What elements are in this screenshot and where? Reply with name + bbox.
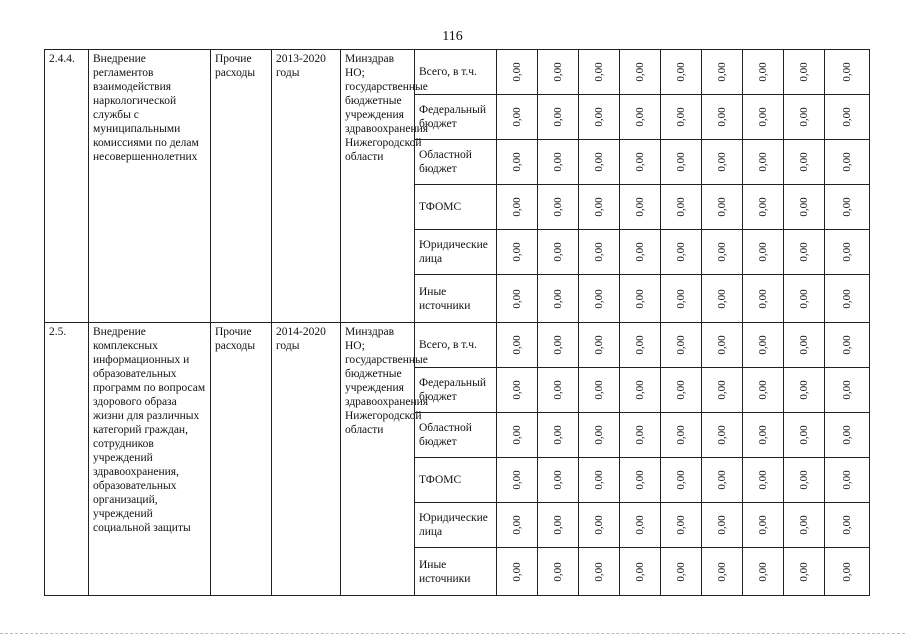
amount-value: 0,00 [511,197,523,217]
amount-value: 0,00 [552,561,564,582]
amount-cell [579,503,620,548]
amount-cell [538,95,579,140]
amount-value: 0,00 [675,62,687,82]
amount-cell [661,458,702,503]
measure-code: 2.4.4. [45,50,89,323]
amount-cell [620,413,661,458]
funding-source: ТФОМС [415,185,497,230]
amount-cell [579,458,620,503]
amount-value: 0,00 [841,107,853,127]
amount-cell [620,95,661,140]
amount-cell [661,50,702,95]
amount-value: 0,00 [798,470,810,490]
amount-value: 0,00 [798,288,810,309]
amount-value: 0,00 [552,380,564,400]
amount-cell [497,503,538,548]
amount-value: 0,00 [675,152,687,172]
amount-cell [825,185,870,230]
amount-value: 0,00 [552,288,564,309]
funding-table [44,49,870,596]
amount-cell [743,458,784,503]
amount-value: 0,00 [757,62,769,82]
amount-value: 0,00 [552,62,564,82]
amount-cell [825,275,870,323]
amount-cell [538,140,579,185]
amount-cell [538,275,579,323]
page-bottom-rule [0,633,905,634]
amount-cell [579,275,620,323]
amount-cell [538,548,579,596]
table-body [45,50,870,596]
funding-source: Юридические лица [415,230,497,275]
amount-cell [497,95,538,140]
amount-value: 0,00 [757,242,769,262]
amount-cell [825,503,870,548]
amount-cell [825,323,870,368]
amount-cell [784,50,825,95]
table-row [45,323,870,368]
amount-cell [702,230,743,275]
amount-cell [661,95,702,140]
amount-value: 0,00 [841,470,853,490]
amount-cell [702,413,743,458]
amount-cell [579,50,620,95]
amount-cell [784,185,825,230]
amount-value: 0,00 [798,152,810,172]
amount-cell [579,95,620,140]
amount-cell [538,413,579,458]
amount-value: 0,00 [841,335,853,355]
amount-value: 0,00 [593,152,605,172]
amount-value: 0,00 [552,197,564,217]
executor: Минздрав НО; государственные бюджетные учреждения здравоохранения Нижегородской области [341,323,415,596]
amount-value: 0,00 [757,197,769,217]
amount-cell [702,185,743,230]
amount-cell [702,503,743,548]
amount-cell [702,548,743,596]
amount-cell [579,323,620,368]
period: 2014-2020 годы [272,323,341,596]
amount-value: 0,00 [634,335,646,355]
amount-cell [538,323,579,368]
amount-cell [538,185,579,230]
amount-cell [702,140,743,185]
amount-cell [661,275,702,323]
funding-source: Областной бюджет [415,413,497,458]
amount-value: 0,00 [634,561,646,582]
amount-value: 0,00 [757,288,769,309]
amount-value: 0,00 [634,470,646,490]
amount-value: 0,00 [716,107,728,127]
amount-value: 0,00 [841,425,853,445]
amount-value: 0,00 [841,152,853,172]
amount-cell [661,185,702,230]
amount-value: 0,00 [593,561,605,582]
amount-cell [620,458,661,503]
amount-value: 0,00 [798,107,810,127]
amount-value: 0,00 [716,242,728,262]
amount-value: 0,00 [511,288,523,309]
amount-value: 0,00 [511,561,523,582]
amount-value: 0,00 [716,62,728,82]
amount-cell [825,140,870,185]
amount-cell [784,413,825,458]
amount-cell [497,140,538,185]
amount-cell [497,323,538,368]
amount-value: 0,00 [757,335,769,355]
amount-cell [702,368,743,413]
amount-value: 0,00 [593,62,605,82]
amount-cell [825,230,870,275]
amount-cell [784,275,825,323]
funding-source: Иные источники [415,275,497,323]
amount-value: 0,00 [841,380,853,400]
funding-source: Федеральный бюджет [415,368,497,413]
amount-value: 0,00 [675,107,687,127]
period: 2013-2020 годы [272,50,341,323]
amount-cell [784,368,825,413]
amount-value: 0,00 [675,242,687,262]
amount-cell [784,503,825,548]
amount-value: 0,00 [757,561,769,582]
amount-cell [743,95,784,140]
amount-value: 0,00 [675,288,687,309]
amount-value: 0,00 [511,335,523,355]
amount-value: 0,00 [798,197,810,217]
amount-value: 0,00 [841,288,853,309]
amount-value: 0,00 [593,197,605,217]
amount-cell [743,368,784,413]
amount-value: 0,00 [511,515,523,535]
table-row [45,50,870,95]
amount-value: 0,00 [757,515,769,535]
amount-value: 0,00 [634,62,646,82]
amount-cell [579,413,620,458]
funding-source: Юридические лица [415,503,497,548]
amount-cell [620,323,661,368]
amount-cell [784,323,825,368]
amount-value: 0,00 [798,561,810,582]
amount-cell [743,413,784,458]
amount-value: 0,00 [675,470,687,490]
amount-cell [743,548,784,596]
amount-value: 0,00 [716,425,728,445]
amount-cell [620,140,661,185]
amount-value: 0,00 [593,107,605,127]
amount-cell [620,185,661,230]
amount-cell [497,230,538,275]
amount-cell [743,185,784,230]
amount-cell [702,275,743,323]
amount-cell [702,323,743,368]
amount-value: 0,00 [757,152,769,172]
amount-value: 0,00 [675,425,687,445]
amount-value: 0,00 [634,515,646,535]
amount-cell [497,185,538,230]
amount-value: 0,00 [757,380,769,400]
amount-value: 0,00 [757,425,769,445]
amount-cell [825,548,870,596]
amount-value: 0,00 [593,470,605,490]
amount-cell [497,413,538,458]
expense-type: Прочие расходы [211,323,272,596]
expense-type: Прочие расходы [211,50,272,323]
amount-value: 0,00 [593,288,605,309]
amount-value: 0,00 [757,107,769,127]
funding-source: ТФОМС [415,458,497,503]
amount-value: 0,00 [841,197,853,217]
funding-source: Всего, в т.ч. [415,50,497,95]
amount-cell [825,458,870,503]
amount-value: 0,00 [593,242,605,262]
amount-cell [661,323,702,368]
measure-code: 2.5. [45,323,89,596]
amount-cell [743,503,784,548]
executor: Минздрав НО; государственные бюджетные учреждения здравоохранения Нижегородской области [341,50,415,323]
amount-value: 0,00 [552,152,564,172]
amount-cell [784,140,825,185]
amount-cell [579,548,620,596]
amount-value: 0,00 [798,380,810,400]
amount-cell [661,503,702,548]
amount-cell [538,503,579,548]
amount-value: 0,00 [798,242,810,262]
amount-value: 0,00 [593,425,605,445]
amount-value: 0,00 [634,425,646,445]
amount-cell [579,368,620,413]
amount-cell [784,548,825,596]
amount-value: 0,00 [552,470,564,490]
amount-cell [620,50,661,95]
amount-value: 0,00 [511,107,523,127]
amount-cell [784,230,825,275]
amount-value: 0,00 [552,242,564,262]
amount-value: 0,00 [716,380,728,400]
amount-cell [579,230,620,275]
amount-value: 0,00 [841,242,853,262]
amount-cell [661,548,702,596]
amount-cell [497,275,538,323]
amount-cell [702,95,743,140]
amount-value: 0,00 [511,152,523,172]
amount-cell [620,275,661,323]
amount-cell [497,368,538,413]
amount-cell [497,548,538,596]
amount-cell [620,503,661,548]
amount-value: 0,00 [675,197,687,217]
amount-cell [661,413,702,458]
amount-cell [620,548,661,596]
amount-cell [825,50,870,95]
amount-value: 0,00 [552,107,564,127]
amount-value: 0,00 [757,470,769,490]
measure-title: Внедрение регламентов взаимодействия наркологической службы с муниципальными комиссиями по делам несовершеннолетних [89,50,211,323]
amount-value: 0,00 [675,515,687,535]
amount-cell [825,413,870,458]
amount-value: 0,00 [552,515,564,535]
amount-cell [784,95,825,140]
measure-title: Внедрение комплексных информационных и образовательных программ по вопросам здорового образа жизни для различных категорий граждан, сотрудников учреждений здравоохранения, образовательных организаций, учреждений социальной защиты [89,323,211,596]
page-number: 116 [442,29,463,44]
amount-cell [620,368,661,413]
amount-value: 0,00 [511,425,523,445]
amount-cell [784,458,825,503]
amount-cell [702,50,743,95]
amount-value: 0,00 [798,335,810,355]
amount-value: 0,00 [634,197,646,217]
amount-value: 0,00 [716,197,728,217]
amount-value: 0,00 [798,425,810,445]
amount-cell [497,458,538,503]
amount-value: 0,00 [511,62,523,82]
amount-value: 0,00 [634,380,646,400]
amount-cell [825,95,870,140]
amount-value: 0,00 [798,62,810,82]
amount-value: 0,00 [841,515,853,535]
amount-value: 0,00 [716,470,728,490]
amount-value: 0,00 [716,515,728,535]
amount-cell [825,368,870,413]
amount-value: 0,00 [511,470,523,490]
amount-value: 0,00 [716,561,728,582]
amount-cell [538,368,579,413]
amount-value: 0,00 [634,152,646,172]
amount-cell [743,275,784,323]
amount-value: 0,00 [716,152,728,172]
amount-value: 0,00 [634,288,646,309]
amount-cell [538,50,579,95]
amount-cell [743,230,784,275]
amount-value: 0,00 [511,242,523,262]
amount-cell [661,230,702,275]
amount-cell [743,50,784,95]
funding-source: Иные источники [415,548,497,596]
amount-value: 0,00 [675,561,687,582]
amount-cell [661,368,702,413]
amount-cell [579,185,620,230]
amount-cell [538,230,579,275]
amount-cell [702,458,743,503]
amount-value: 0,00 [593,515,605,535]
amount-value: 0,00 [798,515,810,535]
amount-value: 0,00 [716,335,728,355]
amount-value: 0,00 [593,335,605,355]
amount-cell [497,50,538,95]
amount-value: 0,00 [593,380,605,400]
amount-cell [743,140,784,185]
amount-value: 0,00 [841,62,853,82]
amount-value: 0,00 [675,335,687,355]
funding-source: Федеральный бюджет [415,95,497,140]
amount-cell [579,140,620,185]
amount-value: 0,00 [552,425,564,445]
amount-value: 0,00 [552,335,564,355]
amount-cell [661,140,702,185]
amount-value: 0,00 [511,380,523,400]
amount-cell [620,230,661,275]
amount-value: 0,00 [716,288,728,309]
amount-value: 0,00 [634,242,646,262]
funding-source: Областной бюджет [415,140,497,185]
amount-value: 0,00 [634,107,646,127]
amount-cell [538,458,579,503]
amount-value: 0,00 [675,380,687,400]
amount-value: 0,00 [841,561,853,582]
amount-cell [743,323,784,368]
funding-source: Всего, в т.ч. [415,323,497,368]
